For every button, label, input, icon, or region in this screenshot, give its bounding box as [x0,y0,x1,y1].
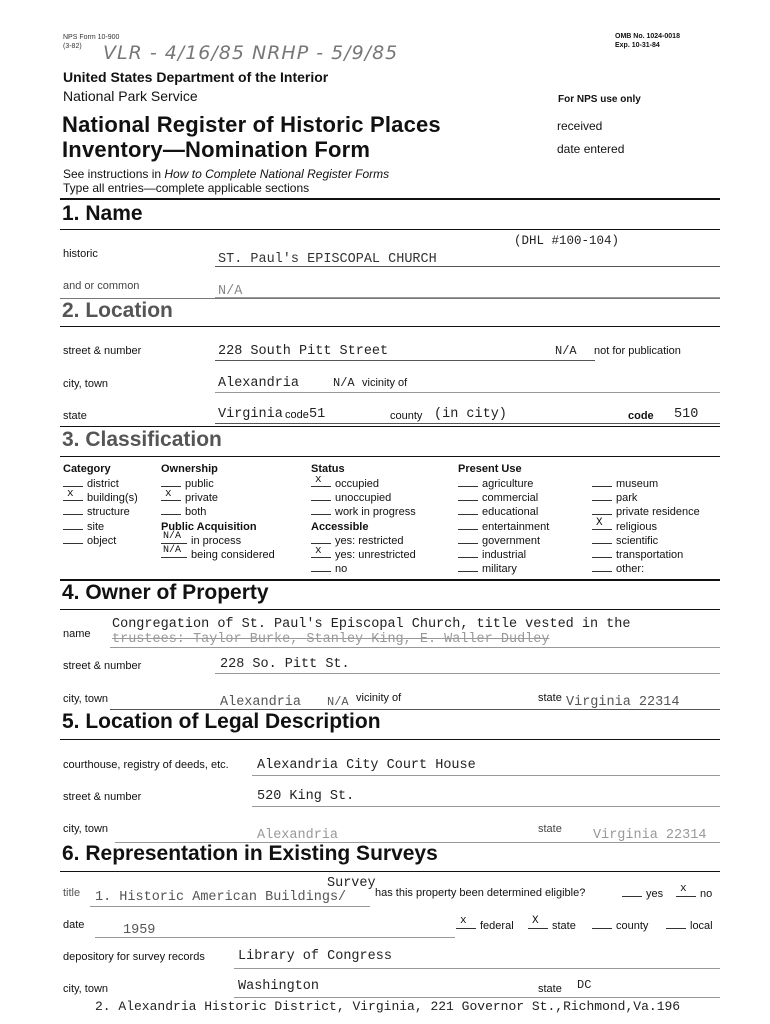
use-industrial[interactable] [458,548,549,562]
use-educational[interactable] [458,505,549,519]
handwritten-annotation: VLR - 4/16/85 NRHP - 5/9/85 [103,42,399,64]
eligible-no-label: no [700,888,713,900]
use-transportation-label: transportation [616,549,684,562]
common-name-value: N/A [218,284,243,299]
use-government[interactable] [458,534,549,548]
status-options [311,474,416,576]
use-other-label: other: [616,563,645,576]
owner-name-underline [110,647,720,648]
ownership-private-mark: x [165,488,172,501]
department-name: United States Department of the Interior [63,69,329,85]
use-scientific-label: scientific [616,534,659,547]
category-buildings-label: building(s) [87,492,138,505]
section1-sub-rule [60,229,720,230]
accessible-heading: Accessible [311,520,369,533]
use-religious-mark: X [596,516,603,529]
status-heading: Status [311,463,345,475]
survey-title-underline [90,906,370,907]
ownership-heading: Ownership [161,463,218,475]
public-acquisition-heading: Public Acquisition [161,520,257,533]
eligibility-question: has this property been determined eligible? [375,887,586,899]
form-number: NPS Form 10-900 [63,34,120,41]
category-district-label: district [87,478,119,490]
courthouse-value: Alexandria City Court House [257,758,476,773]
received-label: received [557,119,603,133]
vicinity-label: vicinity of [362,377,408,389]
section6-heading: 6. Representation in Existing Surveys [62,842,438,865]
additional-survey-line: 2. Alexandria Historic District, Virginia, 221 Governor St.,Richmond,Va.196 [95,999,681,1014]
common-name-label: and or common [63,280,140,292]
legal-state-label: state [538,823,562,835]
use-military[interactable] [458,562,549,576]
category-heading: Category [63,463,111,475]
survey-word: Survey [327,876,376,891]
use-transportation[interactable] [592,548,700,562]
present-use-heading: Present Use [458,463,522,475]
acquisition-in-process-label: in process [191,534,242,547]
eligible-no-mark: x [680,883,687,895]
instructions-text: See instructions in [63,167,165,181]
status-occupied-mark: x [315,474,322,486]
section6-sub-rule [60,871,720,872]
state-underline [215,423,720,424]
city-town-value: Alexandria [218,376,300,391]
use-park-label: park [616,492,638,505]
level-state-label: state [552,920,576,932]
legal-city-label: city, town [63,823,109,835]
legal-street-underline [252,806,720,807]
section3-sub-rule [60,456,720,457]
survey-title-label: title [63,887,81,899]
owner-street-underline [215,673,720,674]
use-entertainment[interactable] [458,520,549,534]
ownership-options [161,477,275,562]
eligible-yes-label: yes [646,888,664,900]
use-other[interactable] [592,562,700,576]
section1-heading: 1. Name [62,202,143,225]
county-code-value: 510 [674,407,699,422]
status-work-in-progress[interactable] [311,505,416,519]
category-object-label: object [87,534,117,547]
survey-city-label: city, town [63,983,109,995]
category-buildings[interactable] [63,488,138,505]
ownership-public-label: public [185,478,214,490]
historic-underline [215,266,720,267]
instructions-title: How to Complete National Register Forms [164,167,390,181]
use-museum-label: museum [616,478,659,490]
legal-street-value: 520 King St. [257,789,355,804]
owner-name-value: Congregation of St. Paul's Episcopal Church, title vested in the [112,617,631,632]
omb-expiration: Exp. 10-31-84 [615,42,660,49]
owner-street-value: 228 So. Pitt St. [220,657,350,672]
status-occupied-label: occupied [335,478,380,490]
use-commercial-label: commercial [482,492,539,505]
form-title-line2: Inventory—Nomination Form [62,137,371,162]
section4-heading: 4. Owner of Property [62,581,269,604]
level-federal-option[interactable] [456,915,514,932]
survey-city-value: Washington [238,979,320,994]
county-code-label: code [628,410,654,422]
category-structure[interactable] [63,505,138,519]
acquisition-in-process-mark: N/A [163,530,182,542]
not-for-publication-label: not for publication [594,345,681,357]
section1-rule [60,198,720,200]
not-for-publication-mark: N/A [555,344,577,358]
section2-sub-rule [60,326,720,327]
owner-street-label: street & number [63,660,142,672]
use-private-residence[interactable] [592,505,700,519]
use-religious-label: religious [616,520,657,533]
service-name: National Park Service [63,88,198,104]
accessible-restricted-label: yes: restricted [335,534,404,547]
city-town-label: city, town [63,378,109,390]
eligible-no-option[interactable] [676,883,713,900]
acquisition-being-considered-label: being considered [191,549,275,562]
section2-heading: 2. Location [62,299,173,322]
courthouse-label: courthouse, registry of deeds, etc. [63,759,229,771]
status-unoccupied-label: unoccupied [335,492,392,505]
depository-label: depository for survey records [63,951,205,963]
use-government-label: government [482,534,541,547]
form-title-line1: National Register of Historic Places [62,112,441,137]
historic-name-value: ST. Paul's EPISCOPAL CHURCH [218,252,437,267]
use-private-residence-label: private residence [616,506,700,519]
owner-vicinity-mark: N/A [327,695,349,709]
owner-state-value: Virginia 22314 [566,695,680,710]
omb-number: OMB No. 1024-0018 [615,33,680,40]
use-religious[interactable] [592,516,700,534]
owner-vicinity-label: vicinity of [356,692,402,704]
accessible-unrestricted-mark: x [315,545,322,558]
use-entertainment-label: entertainment [482,520,550,533]
street-underline [215,360,595,361]
level-local-option[interactable] [666,919,713,932]
owner-name-continued: trustees: Taylor Burke, Stanley King, E. Waller Dudley [112,632,550,647]
accessible-restricted[interactable] [311,534,416,548]
historic-label: historic [63,248,98,260]
status-occupied[interactable] [311,474,416,491]
ownership-public[interactable] [161,477,275,491]
survey-date-value: 1959 [123,923,156,938]
county-label: county [390,410,423,422]
level-federal-label: federal [480,920,514,932]
instructions-line2: Type all entries—complete applicable sections [63,181,310,195]
level-county-option[interactable] [592,919,648,932]
present-use-col1 [458,477,549,576]
survey-city-underline [234,997,720,998]
legal-city-value: Alexandria [257,828,339,843]
owner-state-label: state [538,692,562,704]
legal-state-value: Virginia 22314 [593,828,707,843]
legal-street-label: street & number [63,791,142,803]
use-agriculture[interactable] [458,477,549,491]
use-educational-label: educational [482,506,539,519]
use-industrial-label: industrial [482,549,527,562]
ownership-private-label: private [185,492,219,505]
accessible-no[interactable] [311,562,416,576]
street-number-value: 228 South Pitt Street [218,344,389,359]
level-state-option[interactable] [528,915,576,932]
category-options [63,477,138,548]
owner-city-value: Alexandria [220,695,302,710]
level-state-mark: X [532,915,539,927]
survey-date-underline [95,937,455,938]
nps-use-label: For NPS use only [558,94,641,105]
survey-title-value: 1. Historic American Buildings/ [95,890,347,905]
survey-state-value: DC [577,978,592,992]
section4-sub-rule [60,609,720,610]
ownership-both[interactable] [161,505,275,519]
date-entered-label: date entered [557,142,625,156]
county-value: (in city) [434,407,507,422]
eligible-yes-option[interactable] [622,887,663,900]
depository-value: Library of Congress [238,949,392,964]
status-work-in-progress-label: work in progress [335,506,416,519]
street-number-label: street & number [63,345,142,357]
ownership-both-label: both [185,506,207,519]
category-site[interactable] [63,520,138,534]
state-value: Virginia [218,407,283,422]
level-county-label: county [616,920,649,932]
use-museum[interactable] [592,477,700,491]
state-label: state [63,410,87,422]
courthouse-underline [252,775,720,776]
use-commercial[interactable] [458,491,549,505]
use-military-label: military [482,563,517,576]
level-federal-mark: x [460,915,467,927]
depository-underline [234,968,720,969]
accessible-unrestricted[interactable] [311,545,416,562]
present-use-col2 [592,477,700,576]
status-unoccupied[interactable] [311,491,416,505]
accessible-unrestricted-label: yes: unrestricted [335,549,416,562]
section5-heading: 5. Location of Legal Description [62,710,381,733]
use-agriculture-label: agriculture [482,478,534,490]
form-date: (3-82) [63,43,82,50]
ownership-private[interactable] [161,488,275,505]
survey-date-label: date [63,919,85,931]
vicinity-mark: N/A [333,376,355,390]
category-object[interactable] [63,534,138,548]
dhl-number: (DHL #100-104) [514,234,620,248]
section5-sub-rule [60,739,720,740]
owner-name-label: name [63,628,91,640]
instructions-line1 [63,167,389,181]
use-scientific[interactable] [592,534,700,548]
category-site-label: site [87,520,105,533]
state-code-value: 51 [309,407,326,422]
state-code-label: code [285,409,309,421]
category-buildings-mark: x [67,488,74,501]
level-local-label: local [690,920,713,932]
category-structure-label: structure [87,506,130,519]
section3-heading: 3. Classification [62,428,222,451]
section3-rule [60,426,720,427]
owner-city-label: city, town [63,693,109,705]
category-district[interactable] [63,477,138,491]
use-park[interactable] [592,491,700,505]
acquisition-being-considered-mark: N/A [163,545,182,557]
survey-state-label: state [538,983,562,995]
accessible-no-label: no [335,563,348,576]
city-underline [215,392,720,393]
acquisition-being-considered[interactable] [161,545,275,562]
